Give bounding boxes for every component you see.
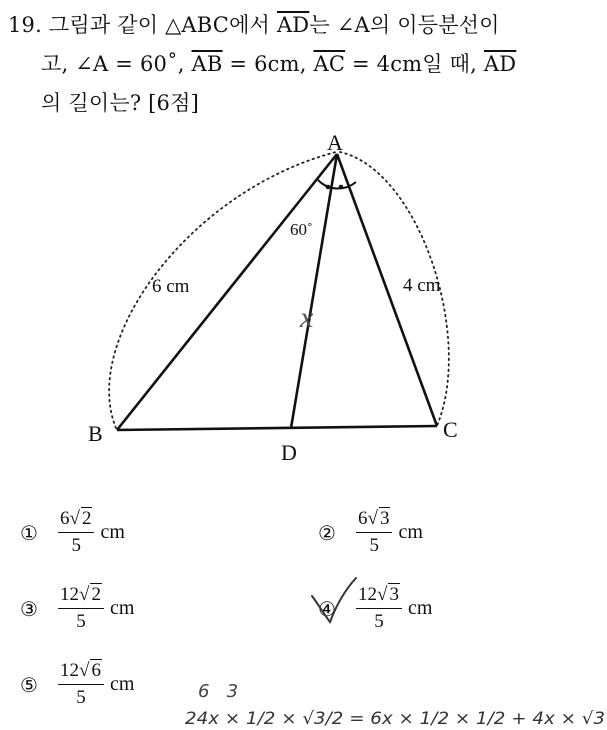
handwritten-x: x [300, 301, 314, 334]
choice-unit: cm [109, 597, 135, 619]
choice-unit: cm [109, 673, 135, 695]
question-line-3: 의 길이는? [6점] [41, 91, 199, 115]
question-line-2: 고, ∠A = 60˚, $\overline{AB} = 6cm$, $\overline{AC} = 4cm$일 때, $\overline{AD}$ [41, 52, 517, 76]
angle-label: 60˚ [290, 220, 313, 239]
side-bc [117, 426, 437, 430]
choice-fraction: $\frac{6√ 3}{5}$ [356, 508, 392, 557]
handwritten-working: 24x × 1/2 × √3/2 = 6x × 1/2 × 1/2 + 4x × √3 [185, 709, 605, 729]
question-line-1: 19. 그림과 같이 △ABC에서 $\overline{AD}$는 ∠A의 이등분선이 [8, 13, 500, 37]
choice-number: ⑤ [20, 672, 38, 697]
choice-1[interactable] [20, 508, 125, 557]
choice-unit: cm [407, 597, 433, 619]
vertex-d-label: D [281, 440, 297, 465]
choice-fraction: $\frac{12√ 3}{5}$ [356, 584, 402, 633]
segment-ad-2: $\overline{AD}$ [483, 52, 517, 76]
side-ab [117, 154, 337, 430]
choice-3[interactable] [20, 584, 134, 633]
segment-ad: $\overline{AD}$ [276, 13, 310, 37]
angle-dot-left [326, 185, 331, 190]
choice-2[interactable] [318, 508, 423, 557]
choice-number: ④ [318, 596, 336, 621]
choice-4[interactable] [318, 584, 432, 633]
choice-5[interactable] [20, 660, 134, 709]
choice-unit: cm [398, 521, 423, 543]
segment-ab: $\overline{AB}$ [191, 52, 223, 76]
segment-ac: $\overline{AC}$ [313, 52, 346, 76]
vertex-a-label: A [327, 130, 343, 155]
choice-fraction: $\frac{6√ 2}{5}$ [58, 508, 94, 557]
choice-fraction: $\frac{12√ 2}{5}$ [58, 584, 104, 633]
bisector-ad [291, 154, 337, 428]
choice-number: ① [20, 520, 38, 545]
choice-number: ② [318, 520, 336, 545]
ac-length-label: 4 cm [403, 275, 441, 296]
choice-fraction: $\frac{12√ 6}{5}$ [58, 660, 104, 709]
handwritten-top-numbers: 6 3 [198, 681, 239, 702]
vertex-b-label: B [88, 421, 103, 446]
choice-number: ③ [20, 596, 38, 621]
ab-dotted-arc [109, 152, 336, 428]
vertex-c-label: C [443, 417, 458, 442]
ab-length-label: 6 cm [152, 276, 190, 297]
question-number: 19. [8, 13, 42, 37]
angle-dot-right [339, 185, 344, 190]
choice-unit: cm [100, 521, 125, 543]
